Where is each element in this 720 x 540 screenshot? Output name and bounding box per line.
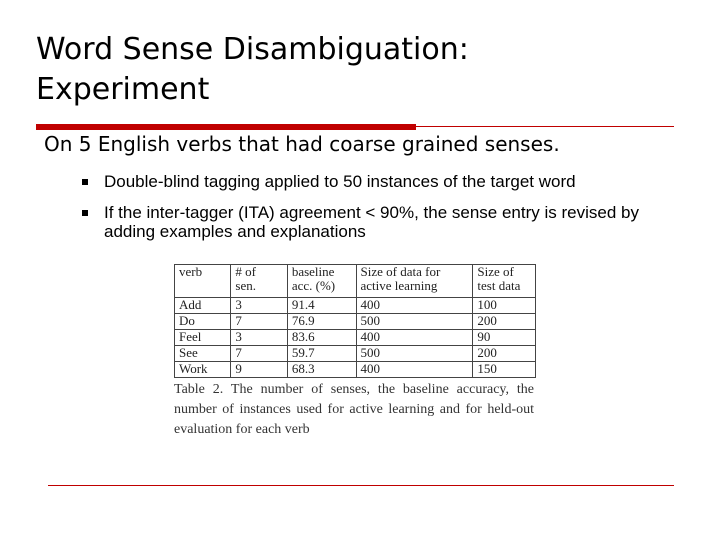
slide-title xyxy=(36,30,676,110)
bullet-item xyxy=(76,172,676,191)
cell-baseline: 83.6 xyxy=(287,330,356,346)
header-verb: verb xyxy=(175,265,231,298)
bullet-item xyxy=(76,203,676,241)
table-header-row xyxy=(175,265,536,298)
cell-active-size: 500 xyxy=(356,314,473,330)
cell-baseline: 59.7 xyxy=(287,346,356,362)
table-row xyxy=(175,330,536,346)
cell-active-size: 400 xyxy=(356,362,473,378)
slide-title-line-1: Word Sense Disambiguation: xyxy=(36,32,469,67)
footer-divider xyxy=(48,485,674,486)
cell-active-size: 400 xyxy=(356,298,473,314)
cell-baseline: 76.9 xyxy=(287,314,356,330)
table-caption: Table 2. The number of senses, the baseline accuracy, the number of instances used for active learning and for held-out evaluation for each verb xyxy=(174,382,534,437)
cell-test-size: 200 xyxy=(473,314,536,330)
table-row xyxy=(175,314,536,330)
bullet-text: Double-blind tagging applied to 50 instances of the target word xyxy=(104,172,576,191)
cell-active-size: 500 xyxy=(356,346,473,362)
cell-active-size: 400 xyxy=(356,330,473,346)
cell-baseline: 68.3 xyxy=(287,362,356,378)
table-row xyxy=(175,362,536,378)
cell-verb: Add xyxy=(175,298,231,314)
title-divider-thin xyxy=(416,126,674,127)
bullet-text: If the inter-tagger (ITA) agreement < 90%, the sense entry is revised by adding examples and explanations xyxy=(104,203,639,241)
cell-senses: 3 xyxy=(231,298,287,314)
header-num-senses: # of sen. xyxy=(231,265,287,298)
table-row xyxy=(175,346,536,362)
header-baseline-acc: baseline acc. (%) xyxy=(287,265,356,298)
table-figure xyxy=(174,264,534,440)
cell-verb: Feel xyxy=(175,330,231,346)
cell-senses: 9 xyxy=(231,362,287,378)
header-active-learning-size: Size of data for active learning xyxy=(356,265,473,298)
cell-verb: Work xyxy=(175,362,231,378)
cell-verb: See xyxy=(175,346,231,362)
cell-test-size: 100 xyxy=(473,298,536,314)
cell-test-size: 150 xyxy=(473,362,536,378)
cell-senses: 7 xyxy=(231,314,287,330)
slide-title-line-2: Experiment xyxy=(36,72,210,107)
square-bullet-icon xyxy=(82,179,88,185)
cell-test-size: 90 xyxy=(473,330,536,346)
cell-baseline: 91.4 xyxy=(287,298,356,314)
data-table xyxy=(174,264,536,378)
cell-senses: 3 xyxy=(231,330,287,346)
cell-senses: 7 xyxy=(231,346,287,362)
slide-subtitle: On 5 English verbs that had coarse grained senses. xyxy=(44,132,560,156)
square-bullet-icon xyxy=(82,210,88,216)
table-row xyxy=(175,298,536,314)
cell-test-size: 200 xyxy=(473,346,536,362)
bullet-list xyxy=(76,172,676,253)
cell-verb: Do xyxy=(175,314,231,330)
header-test-size: Size of test data xyxy=(473,265,536,298)
